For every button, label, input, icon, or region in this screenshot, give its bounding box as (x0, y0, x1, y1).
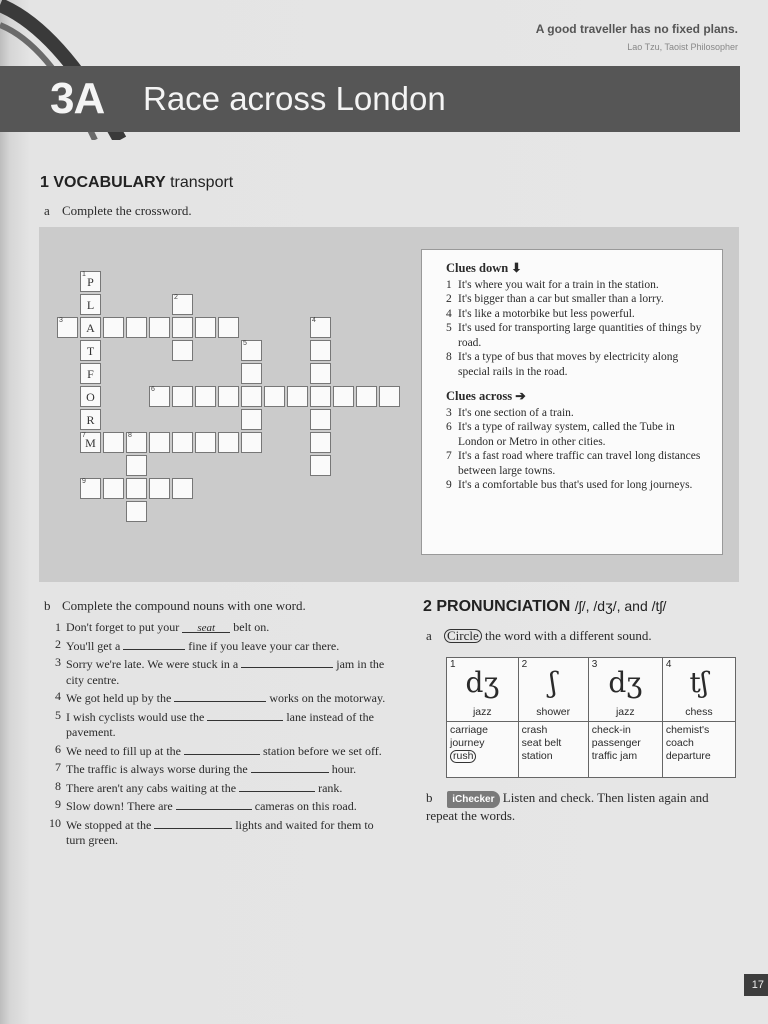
sentence-before: There aren't any cabs waiting at the (66, 780, 240, 795)
sentence-number: 8 (55, 778, 61, 793)
exercise-text: Listen and check. Then listen again and repeat the words. (426, 790, 709, 823)
crossword-cell[interactable] (241, 386, 262, 407)
clue-text: It's a type of bus that moves by electricity along special rails in the road. (458, 351, 679, 378)
clue-number: 8 (446, 351, 452, 363)
quote (536, 22, 738, 52)
crossword-cell[interactable] (310, 317, 331, 338)
sentence-text (66, 760, 356, 778)
sentence-after: lights and waited for them to turn green. (66, 817, 374, 847)
sentence-after: works on the motorway. (266, 691, 386, 705)
sentence-before: I wish cyclists would use the (66, 709, 208, 724)
sentence-after: rank. (315, 780, 343, 795)
column-number: 4 (665, 659, 672, 670)
clue-text: It's where you wait for a train in the station. (458, 278, 659, 291)
circle-word: Circle (444, 629, 482, 643)
sentence-text (66, 689, 385, 707)
crossword-cell[interactable] (80, 386, 101, 407)
crossword-cell[interactable] (241, 432, 262, 453)
section-topic: transport (170, 174, 234, 191)
crossword-cell[interactable] (80, 432, 101, 453)
answer-text: seat (197, 622, 216, 634)
crossword-cell[interactable] (310, 340, 331, 361)
cell-number: 1 (82, 271, 86, 278)
sentence-after: lane instead of the pavement. (66, 709, 374, 739)
crossword-cell[interactable] (103, 317, 124, 338)
exercise-text: the word with a different sound. (481, 628, 652, 643)
page-number: 17 (744, 974, 768, 996)
clue-across (446, 420, 710, 449)
answer-blank[interactable] (182, 620, 230, 633)
sentence-number: 2 (55, 636, 61, 651)
cell-letter: A (86, 321, 95, 335)
clues-down-title: Clues down (446, 261, 509, 275)
sentence-before: The traffic is always worse during the (66, 762, 251, 776)
keyword: jazz (472, 706, 492, 718)
column-number: 3 (591, 659, 598, 670)
clue-text: It's a type of railway system, called the Tube in London or Metro in other cities. (458, 421, 675, 448)
section-name: VOCABULARY (53, 174, 166, 191)
crossword-cell[interactable] (310, 409, 331, 430)
crossword-cell[interactable] (218, 386, 239, 407)
crossword-cell[interactable] (172, 340, 193, 361)
sentence-text (66, 655, 390, 688)
cell-number: 2 (174, 294, 178, 301)
sentence-after: cameras on this road. (251, 799, 357, 813)
clue-text: It's like a motorbike but less powerful. (458, 307, 635, 320)
crossword-cell[interactable] (172, 317, 193, 338)
pron-exercise-b-instruction (426, 790, 726, 823)
word-item[interactable] (450, 750, 515, 763)
crossword-cell[interactable] (80, 363, 101, 384)
sentence-item (44, 708, 390, 741)
word-item[interactable] (522, 737, 585, 750)
clue-down (446, 292, 710, 307)
clue-number: 4 (446, 307, 452, 320)
words-row (447, 722, 736, 778)
ichecker-badge[interactable]: iChecker (447, 791, 499, 808)
word-text: traffic jam (591, 750, 638, 762)
word-item[interactable] (666, 750, 732, 763)
crossword-cell[interactable] (126, 501, 147, 522)
exercise-letter: b (44, 598, 51, 613)
section-number: 1 (40, 174, 49, 191)
cell-number: 8 (128, 432, 132, 439)
cell-letter: F (87, 367, 94, 381)
sentence-number: 7 (55, 760, 61, 774)
column-number: 2 (521, 659, 528, 670)
sentence-text (66, 620, 269, 636)
crossword-cell[interactable] (218, 432, 239, 453)
answer-blank[interactable] (176, 797, 252, 810)
crossword-cell[interactable] (80, 340, 101, 361)
sentence-before: We got held up by the (66, 691, 175, 705)
sentence-item (44, 797, 390, 815)
sentence-number: 9 (55, 797, 61, 811)
clue-text: It's one section of a train. (458, 406, 574, 419)
words-cell (518, 722, 588, 778)
word-item[interactable] (666, 724, 732, 737)
word-text: passenger (591, 737, 641, 749)
pron-exercise-a-instruction (426, 628, 652, 644)
clue-down (446, 321, 710, 350)
clue-across (446, 449, 710, 478)
clue-text: It's bigger than a car but smaller than a lorry. (458, 293, 664, 305)
clue-number: 7 (446, 450, 452, 462)
cell-number: 5 (243, 340, 247, 347)
crossword-cell[interactable] (172, 294, 193, 315)
crossword-cell[interactable] (195, 317, 216, 338)
quote-author: Lao Tzu, Taoist Philosopher (627, 42, 738, 52)
clue-across (446, 406, 710, 421)
vocabulary-heading (40, 174, 233, 192)
exercise-letter: a (44, 203, 50, 218)
unit-title: Race across London (143, 80, 446, 117)
sentence-text (66, 797, 357, 815)
sentence-text (66, 637, 339, 655)
crossword-cell[interactable] (310, 455, 331, 476)
word-item[interactable] (666, 737, 732, 750)
word-text: coach (665, 737, 694, 749)
sentence-item (44, 779, 390, 797)
sentence-number: 6 (55, 741, 61, 756)
arrow-down-icon: ⬇ (511, 261, 522, 275)
cell-number: 6 (151, 386, 155, 393)
crossword-cell[interactable] (195, 386, 216, 407)
crossword-cell[interactable] (80, 294, 101, 315)
crossword-cell[interactable] (241, 363, 262, 384)
clue-text: It's used for transporting large quantities of things by road. (458, 322, 702, 349)
words-cell (662, 722, 735, 778)
crossword-cell[interactable] (287, 386, 308, 407)
arrow-right-icon: ➔ (515, 389, 526, 403)
word-item[interactable] (522, 724, 585, 737)
column-number: 1 (450, 659, 456, 670)
sentence-after: station before we set off. (260, 743, 382, 758)
word-text: chemist's (665, 724, 710, 736)
sentence-text (66, 742, 382, 760)
cell-letter: P (87, 275, 94, 289)
sentence-item (44, 760, 390, 778)
sentence-text (66, 779, 342, 797)
clue-across (446, 478, 710, 493)
clues-down-list (446, 278, 710, 380)
unit-number: 3A (50, 74, 105, 123)
exercise-text: Complete the crossword. (62, 203, 192, 218)
crossword-cell[interactable] (149, 386, 170, 407)
clue-text: It's a fast road where traffic can travel long distances between large towns. (458, 450, 701, 477)
answer-blank[interactable] (207, 708, 283, 721)
pronunciation-table (446, 657, 736, 778)
sentence-before: Don't forget to put your (66, 620, 183, 634)
crossword-cell[interactable] (80, 317, 101, 338)
crossword-cell[interactable] (241, 409, 262, 430)
exercise-letter: b (426, 790, 433, 805)
clue-number: 9 (446, 479, 452, 491)
clues-across-heading (446, 389, 710, 404)
cell-letter: O (86, 390, 95, 404)
exercise-a-instruction (44, 203, 192, 219)
crossword-cell[interactable] (149, 478, 170, 499)
cell-number: 4 (312, 317, 316, 324)
words-cell (588, 722, 662, 778)
crossword-cell[interactable] (80, 478, 101, 499)
symbol-cell (518, 658, 588, 722)
clues-down-heading (446, 261, 710, 276)
clue-number: 5 (446, 322, 452, 334)
section-number: 2 (423, 598, 432, 615)
crossword-cell[interactable] (172, 478, 193, 499)
crossword-cell[interactable] (149, 317, 170, 338)
crossword-cell[interactable] (195, 432, 216, 453)
answer-blank[interactable] (123, 637, 185, 650)
word-text: seat belt (521, 737, 562, 749)
cell-letter: L (86, 298, 95, 312)
crossword-cell[interactable] (310, 432, 331, 453)
word-item[interactable] (450, 737, 515, 750)
clue-number: 2 (446, 293, 452, 305)
word-item[interactable] (522, 750, 585, 763)
sentence-before: We need to fill up at the (66, 743, 184, 758)
word-text: carriage (450, 724, 488, 736)
sentence-number: 4 (55, 689, 61, 703)
crossword-cell[interactable] (218, 317, 239, 338)
sentence-text (66, 708, 390, 741)
sentence-number: 10 (49, 815, 61, 830)
crossword-cell[interactable] (57, 317, 78, 338)
phonetic-symbol-icon: dʒ (608, 666, 643, 699)
symbol-cell (588, 658, 662, 722)
sentence-after: hour. (328, 762, 357, 776)
phonetic-symbol-icon: tʃ (689, 666, 709, 699)
symbol-cell (662, 658, 735, 722)
word-item[interactable] (592, 737, 659, 750)
clue-down (446, 278, 710, 293)
answer-blank[interactable] (239, 779, 315, 792)
crossword-cell[interactable] (103, 478, 124, 499)
keyword: shower (536, 706, 571, 718)
sentence-item (44, 620, 390, 636)
word-text: check-in (591, 724, 631, 736)
sentence-item (44, 816, 390, 849)
crossword-cell[interactable] (172, 432, 193, 453)
phonetic-symbol-icon: ʃ (549, 666, 557, 699)
clue-down (446, 307, 710, 322)
crossword-cell[interactable] (126, 478, 147, 499)
words-cell (447, 722, 519, 778)
word-item[interactable] (592, 750, 659, 763)
phonetic-symbol-icon: dʒ (465, 666, 500, 699)
crossword-cell[interactable] (310, 363, 331, 384)
symbol-cell (447, 658, 519, 722)
sentence-text (66, 816, 390, 849)
sentence-number: 5 (55, 707, 61, 722)
word-text: departure (665, 750, 711, 762)
crossword-cell[interactable] (126, 455, 147, 476)
crossword-cell[interactable] (103, 432, 124, 453)
sentence-before: Sorry we're late. We were stuck in a (66, 657, 242, 671)
pronunciation-heading (423, 598, 666, 616)
keyword: chess (685, 706, 713, 718)
crossword-cell[interactable] (264, 386, 285, 407)
unit-banner (0, 66, 740, 132)
word-item[interactable] (450, 724, 515, 737)
section-name: PRONUNCIATION (436, 598, 571, 615)
clue-down (446, 350, 710, 379)
answer-blank[interactable] (184, 742, 260, 755)
word-item[interactable] (592, 724, 659, 737)
crossword-cell[interactable] (379, 386, 400, 407)
sentence-before: Slow down! There are (66, 799, 176, 813)
crossword-cell[interactable] (80, 271, 101, 292)
sentence-number: 1 (55, 620, 61, 634)
answer-blank[interactable] (251, 760, 329, 773)
crossword-cell[interactable] (333, 386, 354, 407)
sentence-after: fine if you leave your car there. (185, 638, 340, 653)
word-text: crash (521, 724, 548, 736)
symbol-row (447, 658, 736, 722)
sentence-before: We stopped at the (66, 817, 155, 832)
compound-nouns-list (44, 620, 390, 850)
clue-text: It's a comfortable bus that's used for long journeys. (458, 479, 693, 491)
sentence-number: 3 (55, 655, 61, 669)
crossword-cell[interactable] (80, 409, 101, 430)
crossword-cell[interactable] (126, 317, 147, 338)
sentence-item (44, 689, 390, 707)
exercise-b-instruction (44, 598, 306, 614)
sentence-before: You'll get a (66, 638, 124, 653)
cell-number: 7 (82, 432, 86, 439)
crossword-cell[interactable] (356, 386, 377, 407)
answer-blank[interactable] (154, 816, 232, 829)
crossword-cell[interactable] (172, 386, 193, 407)
cell-letter: R (86, 413, 95, 427)
section-ipa: /ʃ/, /dʒ/, and /tʃ/ (574, 598, 667, 614)
cell-letter: M (85, 436, 96, 450)
crossword-cell[interactable] (126, 432, 147, 453)
sentence-item (44, 637, 390, 655)
crossword-cell[interactable] (310, 386, 331, 407)
clue-number: 6 (446, 421, 452, 433)
exercise-text: Complete the compound nouns with one word. (62, 598, 306, 613)
circled-word: rush (450, 750, 476, 763)
sentence-after: belt on. (230, 620, 270, 634)
answer-blank[interactable] (241, 655, 333, 668)
clues-across-title: Clues across (446, 389, 513, 403)
clues-box (421, 249, 723, 555)
cell-letter: T (86, 344, 95, 358)
clues-across-list (446, 406, 710, 493)
answer-blank[interactable] (174, 689, 266, 702)
sentence-item (44, 742, 390, 760)
word-text: station (521, 750, 553, 762)
quote-text: A good traveller has no fixed plans. (535, 22, 738, 36)
crossword-cell[interactable] (241, 340, 262, 361)
sentence-after: jam in the city centre. (66, 657, 385, 687)
clue-number: 3 (446, 406, 452, 419)
crossword-cell[interactable] (149, 432, 170, 453)
cell-number: 9 (82, 478, 86, 485)
exercise-letter: a (426, 628, 432, 643)
word-text: journey (450, 737, 485, 749)
cell-number: 3 (59, 317, 63, 324)
keyword: jazz (615, 706, 635, 718)
clue-number: 1 (446, 278, 452, 291)
sentence-item (44, 655, 390, 688)
